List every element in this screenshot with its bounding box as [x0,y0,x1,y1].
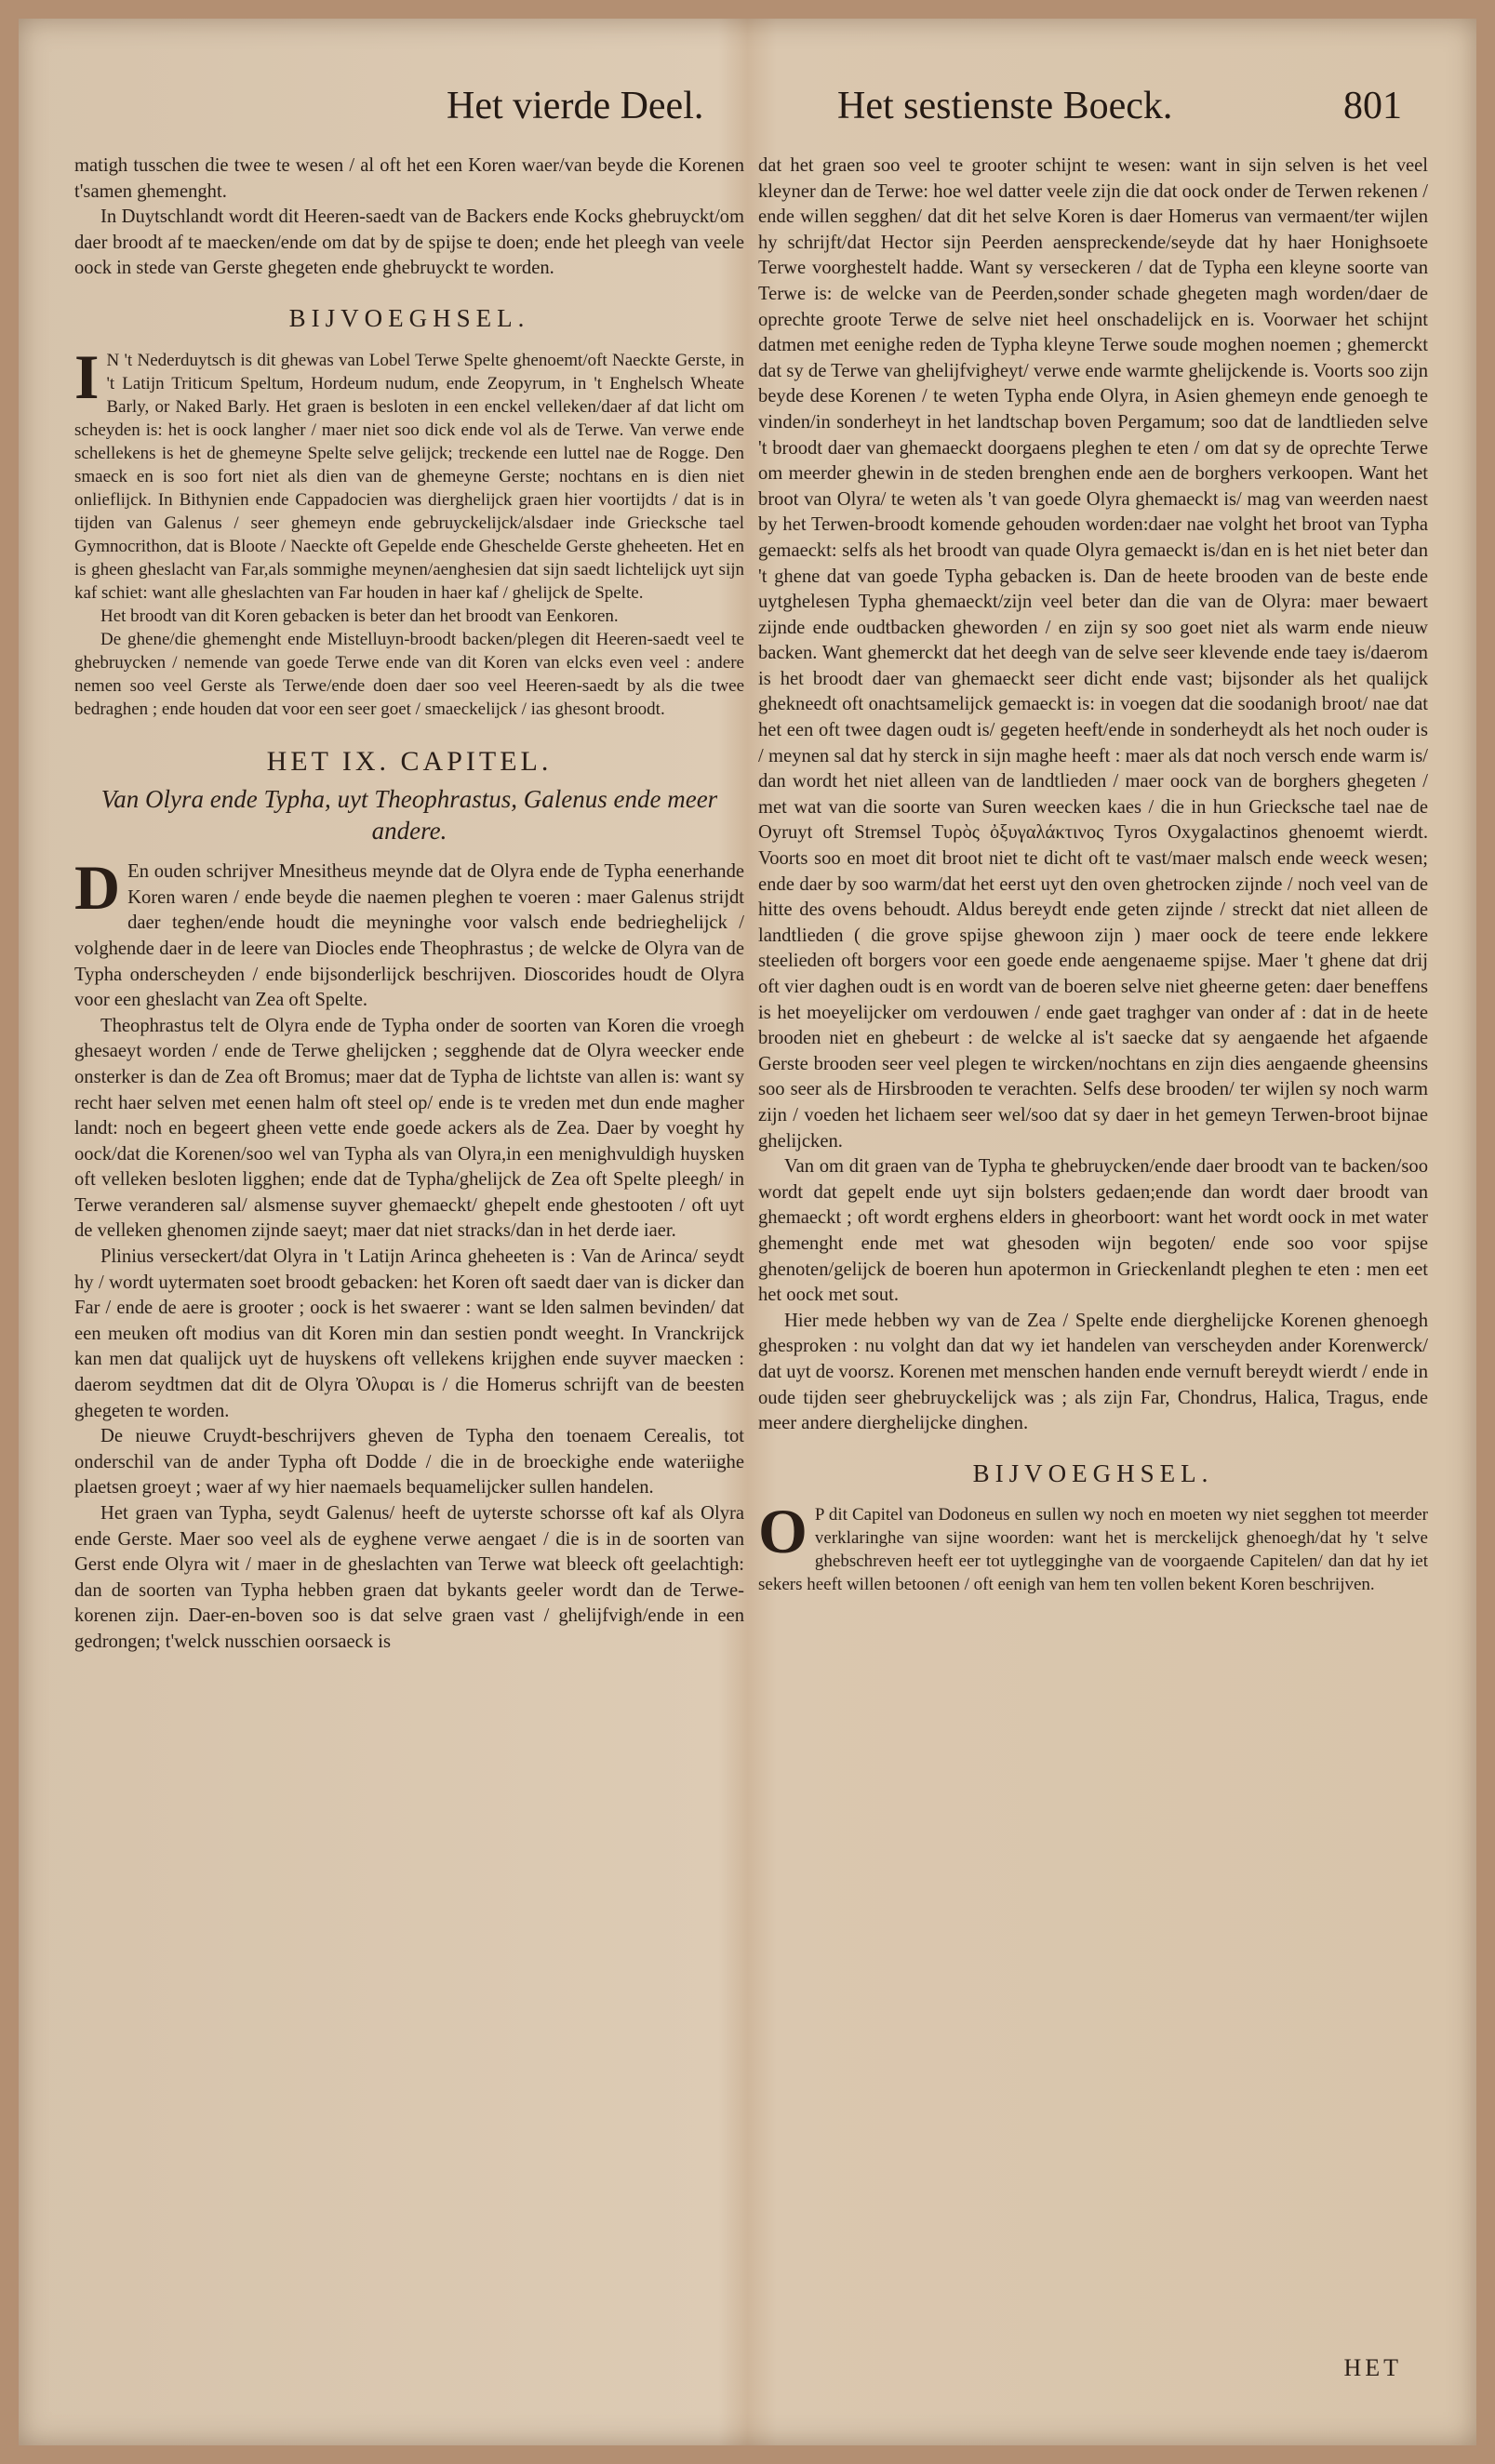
paragraph: In Duytschlandt wordt dit Heeren-saedt van de Backers ende Kocks ghebruyckt/om daer broodt af te maecken/ende om dat by de spijse te doen; ende het pleegh van veele oock in stede van Gerste ghegeten ende ghebruyckt te worden. [74,206,744,279]
chapter-title: Van Olyra ende Typha, uyt Theophrastus, Galenus ende meer andere. [100,785,718,846]
paragraph: Het graen van Typha, seydt Galenus/ heeft de uyterste schorsse oft kaf als Olyra ende Gerste. Maer soo veel als de eyghene verwe aengaet / die is in de soorten van Gerst ende Olyra wit / maer in de gheslachten van Terwe wat bleeck oft geelachtigh: dan de soorten van Typha hebben graen dat bykants geeler wordt dan de Terwe-korenen zijn. Daer-en-boven soo is dat selve graen vast / ghelijfvigh/ende in een gedrongen; t'welck nusschien oorsaeck is [74,1503,744,1652]
paragraph: De ghene/die ghemenght ende Mistelluyn-broodt backen/plegen dit Heeren-saedt veel te ghebruycken / nemende van goede Terwe ende van dit Koren van elcks even veel : andere nemen soo veel Gerste als Terwe/ende doen daer soo veel Heeren-saedt by als die twee bedraghen ; ende houden dat voor een seer goet / smaeckelijck / ias ghesont broodt. [74,629,744,719]
running-header [74,84,1421,149]
section-heading-bijvoeghsel: BIJVOEGHSEL. [288,303,530,332]
header-part-title: Het vierde Deel. [447,85,704,127]
paragraph: Het broodt van dit Koren gebacken is beter dan het broodt van Eenkoren. [100,606,619,626]
header-book-title: Het sestienste Boeck. [837,85,1173,127]
paragraph: dat het graen soo veel te grooter schijnt te wesen: want in sijn selven is het veel kleyner dan de Terwe: hoe wel datter veele zijn die dat oock onder de Terwen rekenen / ende willen segghen/ dat dit het selve Koren is daer Homerus van vermaent/ter wijlen hy schrijft/dat Hector sijn Peerden aenspreckende/seyde dat hy haer Honighsoete Terwe voorghestelt hadde. Want sy verseckeren / dat de Typha een kleyne soorte van Terwe is: de welcke van de Peerden,sonder schade ghegeten magh worden/daer de oprechte groote Terwe de selve niet heel onschadelijck en is. Voorwaer het schijnt datmen met eenighe reden de Typha kleyne Terwe soude moghen noemen ; ghemerckt dat sy de Terwe van ghelijfvigheyt/ verwe ende warmte ghelijckende is. Voorts soo zijn beyde dese Korenen / te weten Typha ende Olyra, in Asien ghemeyn ende genoegh te vinden/in sonderheyt in het landtschap boven Pergamum; soo dat de landtlieden selve 't broodt daer van ghemaeckt doorgaens pleghen te eten / om dat sy de oprechte Terwe om meerder ghewin in de steden brenghen ende aen de borghers verkoopen. Want het broot van Olyra/ te weten als 't van goede Olyra ghemaeckt is/ mag van weerden naest by het Terwen-broodt komende gehouden worden:daer nae volght het broot van Typha gemaeckt: selfs als het broodt van quade Olyra gemaeckt is/dan en is het niet beter dan 't ghene dat van goede Typha gebacken is. Dan de heete brooden van de beste ende uytghelesen Typha ghemaeckt/zijn veel beter dan die van de Olyra: maer bewaert zijnde ende oudtbacken gheworden / en zijn sy soo goet niet als warm ende nieuw backen. Want ghemerckt dat het deegh van de selve seer klevende ende taey is/daerom is het broodt daer van ghemaeckt seer dicht ende vast; bijsonder als het qualijck ghekneedt oft onachtsamelijck gemaeckt is: in voegen dat die soodanigh broot/ nae dat het een oft twee dagen oudt is/ gegeten heeft/ende in sonderheydt als het noch ouder is / meynen sal dat hy sterck in sijn maghe heeft : maer als dat noch versch ende warm is/ dan wordt het niet alleen van de landtlieden / maer oock van de borghers ghegeten / met wat van die soorte van Suren weecken kaes / die in hun Griecksche tael nae de Oyruyt oft Stremsel Τυρὸς ὀξυγαλάκτινος Tyros Oxygalactinos ghenoemt wierdt. Voorts soo en moet dit broot niet te dicht oft te vast/maer malsch ende weeck wesen; ende daer by soo warm/dat het eerst uyt den oven ghetrocken zijnde / noch veel van de hitte des ovens behoudt. Aldus bereydt ende geten zijnde / streckt dat niet alleen de landtlieden ( die grove spijse ghewoon zijn ) maer oock de teere ende lekkere steelieden oft borgers voor een goede ende aengenaeme spijse. Maer 't ghene dat drij oft vier daghen oudt is en wordt van de boeren selve niet gheerne geten: daer beneffens is het moeyelijcker om verdouwen / ende gaet traghger van onder af : dat in de heete brooden niet en ghebeurt : de welcke al is't saecke dat sy aengaende het afgaende Gerste brooden seer veel plegen te wircken/nochtans en zijn dies aengaende gheensins soo seer als de Hirsbrooden te verachten. Selfs dese brooden/ ter wijlen sy noch warm zijn / voeden het lichaem seer wel/soo dat sy daer in het gemeyn Terwen-broot bijnae ghelijcken. [758,155,1428,1152]
page-number: 801 [1343,85,1402,127]
left-column [74,153,744,2367]
book-page [19,19,1476,2445]
paragraph: IN 't Nederduytsch is dit ghewas van Lobel Terwe Spelte ghenoemt/oft Naeckte Gerste, in 't Latijn Triticum Speltum, Hordeum nudum, ende Zeopyrum, in 't Enghelsch Wheate Barly, or Naked Barly. Het graen is besloten in een enckel velleken/daer af dat licht om scheyden is: het is oock langher / maer niet soo dick ende vol als de Terwe. Van verwe ende schellekens is het de ghemeyne Spelte selve gelijck; treckende een luttel nae de Rogge. Den smaeck en is soo fort niet als dien van de ghemeyne Gerste; nochtans en is dien niet onlieflijck. In Bithynien ende Cappadocien was dierghelijck graen hier voortijdts / dat is in tijden van Galenus / seer ghemeyn ende gebruyckelijck/alsdaer inde Griecksche tael Gymnocrithon, dat is Bloote / Naeckte oft Gepelde ende Gheschelde Gerste gheheeten. Het en is gheen gheslacht van Far,als sommighe meynen/aenghesien dat sijn saedt lichtelijck uyt sijn kaf schiet: want alle gheslachten van Far houden in haer kaf / ghelijck de Spelte. [74,340,744,603]
paragraph: Plinius verseckert/dat Olyra in 't Latijn Arinca gheheeten is : Van de Arinca/ seydt hy / wordt uytermaten soet broodt gebacken: het Koren oft saedt daer van is dicker dan Far / ende de aere is grooter ; oock is het swaerer : want se lden salmen bevinden/ dat een meuken oft modius van dit Koren min dan sestien pondt weeght. In Vranckrijck kan men dat qualijck uyt de huyskens oft vellekens krijghen ende suyver maecken : daerom seydtmen dat dit de Olyra Ὀλυραι is / die Homerus schrijft van de beesten ghegeten te worden. [74,1246,744,1421]
paragraph: Hier mede hebben wy van de Zea / Spelte ende dierghelijcke Korenen ghenoegh ghesproken : nu volght dan dat wy iet handelen van verscheyden ander Korenwerck/ dat uyt de voorsz. Korenen met menschen handen ende vernuft bereydt wierdt / ende in oude tijden seer ghebruyckelijck was ; als zijn Far, Chondrus, Halica, Tragus, ende meer andere dierghelijcke dinghen. [758,1310,1428,1434]
paragraph: De nieuwe Cruydt-beschrijvers gheven de Typha den toenaem Cerealis, tot onderschil van de ander Typha oft Dodde / die in de broeckighe ende wateriighe plaetsen groeyt ; waer af wy hier naemaels bequamelijcker sullen handelen. [74,1426,744,1498]
paragraph: OP dit Capitel van Dodoneus en sullen wy noch en moeten wy niet segghen tot meerder verklaringhe van sijne woorden: want het is merckelijck ghenoegh/dat hy 't selve ghebschreven heeft eer tot uytlegginghe van de voorgaende Capitelen/ dan dat hy iet sekers heeft willen betoonen / oft eenigh van hem ten vollen bekent Koren beschrijven. [758,1496,1428,1595]
right-column [758,153,1428,2367]
paragraph: DEn ouden schrijver Mnesitheus meynde dat de Olyra ende de Typha eenerhande Koren waren / ende beyde die naemen pleghen te voeren : maer Galenus strijdt daer teghen/ende houdt die meyninghe voor valsch ende bedrieghelijck / volghende daer in de leere van Diocles ende Theophrastus ; de welcke de Olyra van de Typha onderscheyden / ende bijsonderlijck beschrijven. Dioscorides houdt de Olyra voor een gheslacht van Zea oft Spelte. [74,852,744,1011]
section-heading-bijvoeghsel: BIJVOEGHSEL. [972,1458,1214,1487]
chapter-heading: HET IX. CAPITEL. [266,745,553,777]
catchword: HET [1343,2354,1402,2381]
paragraph: Van om dit graen van de Typha te ghebruycken/ende daer broodt van te backen/soo wordt dat gepelt ende uyt sijn bolsters gedaen;ende dan wordt daer broodt van ghemaeckt ; oft wordt erghens elders in gheorboort: want het wordt oock in met water ghemenght ende met wat ghesoden wijn begoten/ ende soo voor spijse ghenoten/gelijck de boeren hun apotermon in Grieckenlandt pleghen te eten : men eet het oock met sout. [758,1156,1428,1306]
paragraph: Theophrastus telt de Olyra ende de Typha onder de soorten van Koren die vroegh ghesaeyt worden / ende de Terwe ghelijcken ; segghende dat de Olyra weecker ende onsterker is dan de Zea oft Bromus; maer dat de Typha de lichtste van allen is: want sy recht haer selven met eenen halm oft steel op/ ende is te vreden met dun ende magher landt: noch en begeert gheen vette ende goede ackers als de Zea. Daer by voeght hy oock/dat die Korenen/soo wel van Typha als van Olyra,in een menighvuldigh huysken oft velleken besloten ligghen; ende dat de Typha/ghelijck de Zea oft Spelte pleegh/ in Terwe veranderen sal/ alsmense suyver ghemaeckt/ ghepelt ende ghestooten / oft uyt de velleken ghenomen zijnde saeyt; maer dat niet stracks/dan in het derde iaer. [74,1015,744,1242]
paragraph: matigh tusschen die twee te wesen / al oft het een Koren waer/van beyde die Korenen t'samen ghemenght. [74,155,744,202]
